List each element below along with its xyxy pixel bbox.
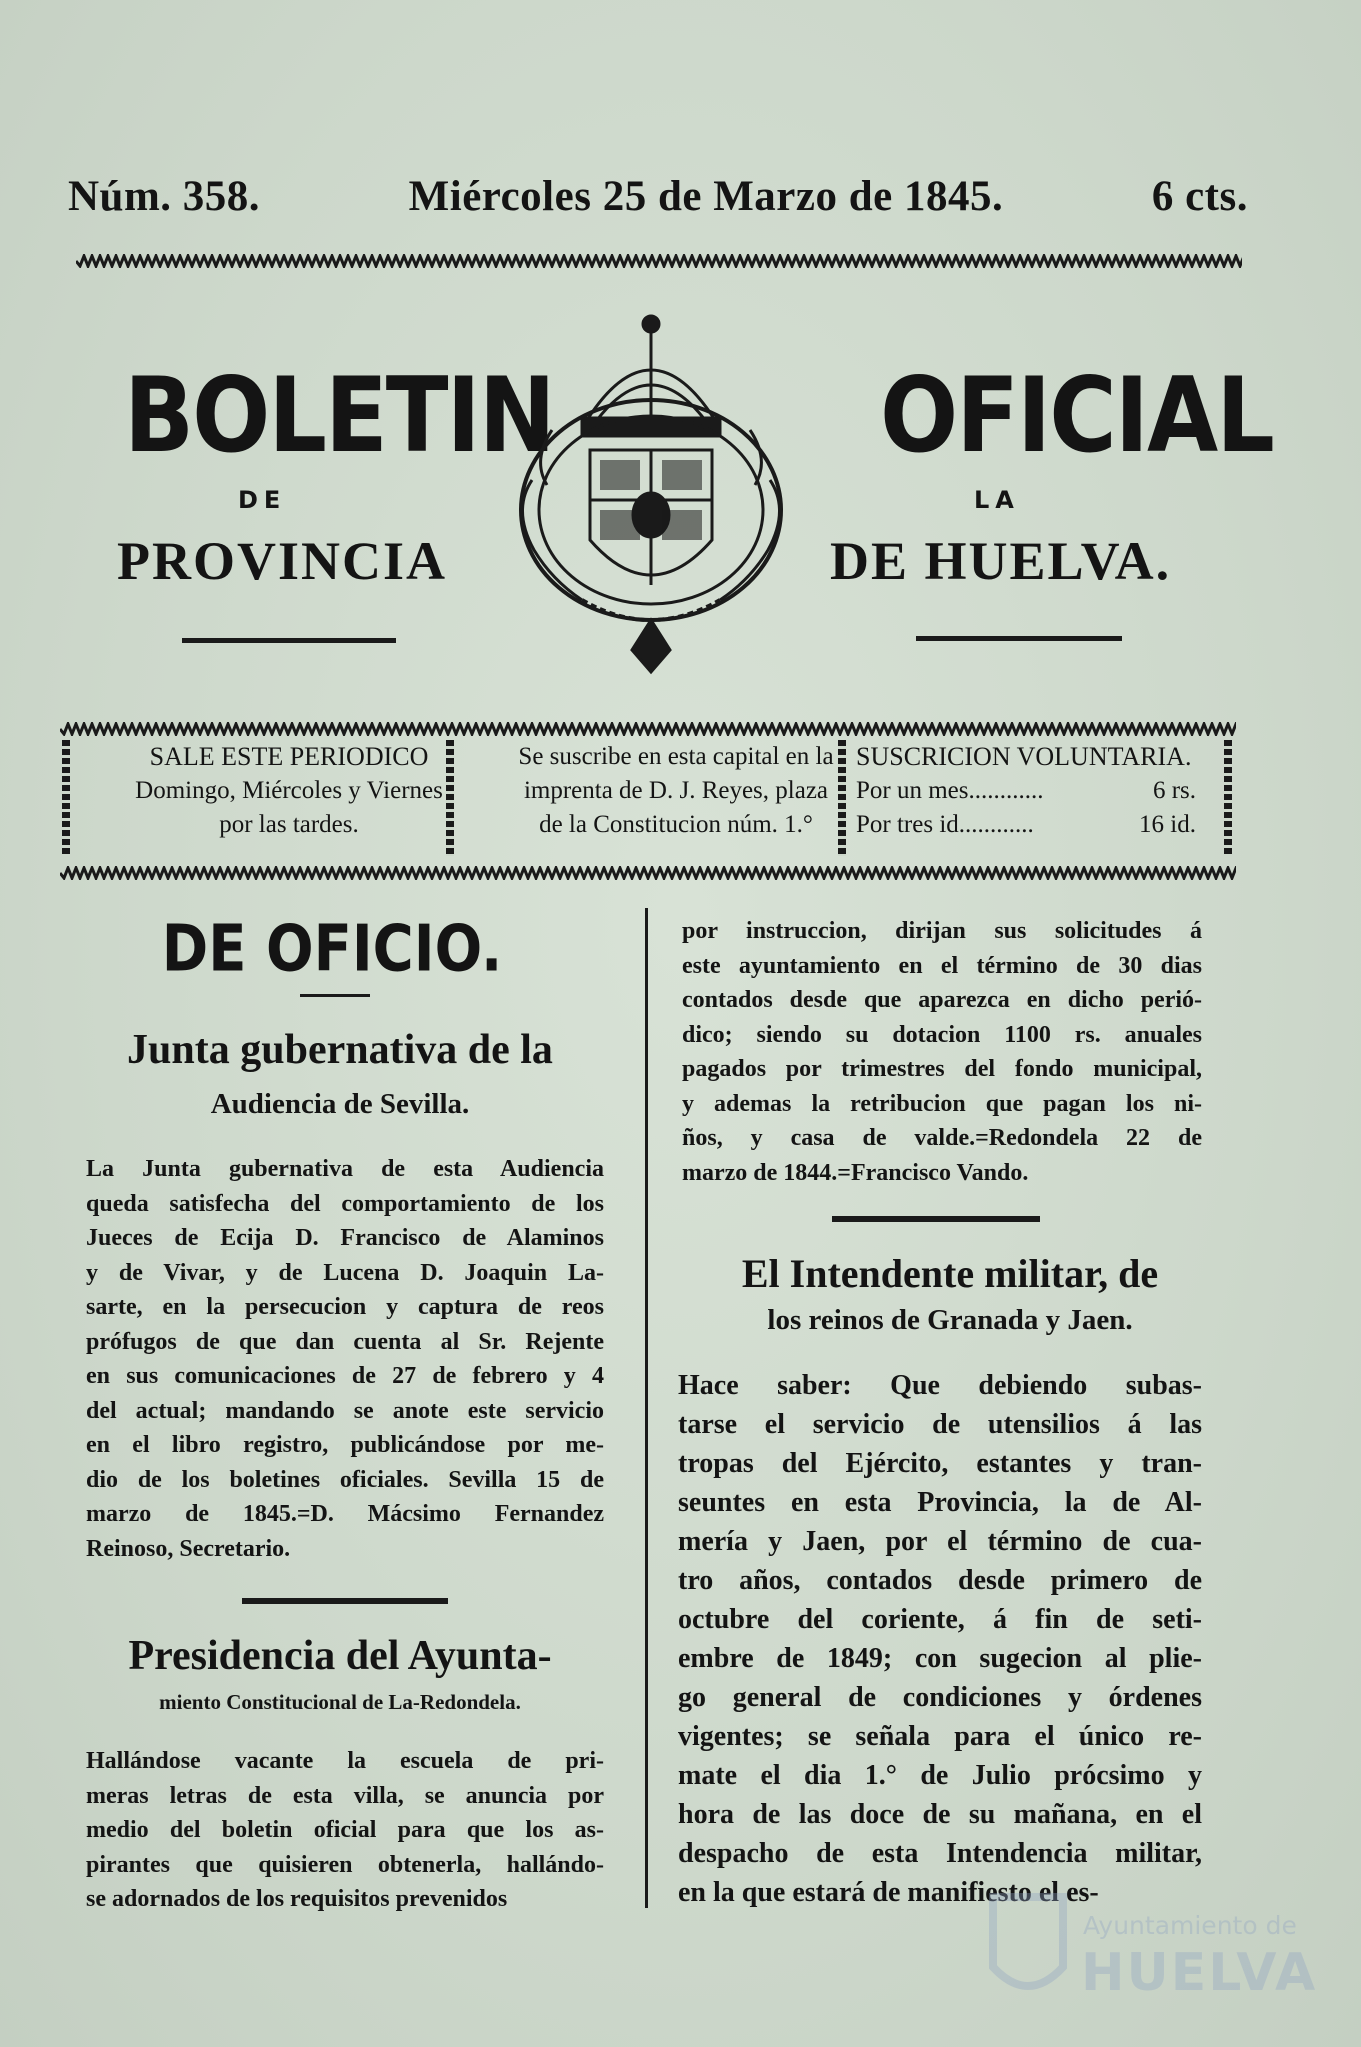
intendente-subtitle: los reinos de Granada y Jaen. [767, 1304, 1133, 1336]
info-bar-2 [446, 740, 454, 856]
junta-line: dio de los boletines oficiales. Sevilla 15 de [86, 1466, 604, 1493]
junta-end-rule [242, 1598, 448, 1604]
redondela-line: pagados por trimestres del fondo municipal, [682, 1056, 1202, 1082]
junta-line: y de Vivar, y de Lucena D. Joaquin La- [86, 1259, 604, 1286]
intendente-line: octubre del coriente, á fin de seti- [678, 1604, 1202, 1635]
info-bar-3 [838, 740, 846, 856]
issue-price: 6 cts. [1151, 173, 1248, 220]
presidencia-body [86, 1744, 604, 1917]
title-provincia: PROVINCIA [117, 531, 448, 591]
presidencia-line: meras letras de esta villa, se anuncia por [86, 1782, 604, 1809]
junta-line: Reinoso, Secretario. [86, 1535, 291, 1562]
price-three-value: 16 id. [1139, 811, 1196, 838]
intendente-line: tro años, contados desde primero de [678, 1565, 1202, 1596]
presidencia-title: Presidencia del Ayunta- [128, 1633, 552, 1679]
intendente-line: despacho de esta Intendencia militar, [678, 1838, 1202, 1869]
presidencia-line: se adornados de los requisitos prevenidos [86, 1886, 508, 1912]
redondela-line: dico; siendo su dotacion 1100 rs. anuales [682, 1021, 1202, 1048]
price-row-three [856, 808, 1196, 842]
junta-line: del actual; mandando se anote este servicio [86, 1397, 604, 1424]
junta-line: marzo de 1845.=D. Mácsimo Fernandez [86, 1501, 604, 1527]
intendente-line: go general de condiciones y órdenes [678, 1682, 1202, 1713]
price-row-month [856, 774, 1196, 808]
archive-watermark [983, 1887, 1318, 2007]
intendente-line: mate el dia 1.° de Julio prócsimo y [678, 1760, 1202, 1791]
redondela-line: este ayuntamiento en el término de 30 dias [682, 952, 1202, 979]
subscribe-line-3: de la Constitucion núm. 1.° [539, 811, 813, 838]
ornamental-rule-info-top [60, 722, 1236, 734]
junta-line: queda satisfecha del comportamiento de los [86, 1190, 604, 1217]
subscribe-line-2: imprenta de D. J. Reyes, plaza [523, 777, 829, 804]
junta-line: La Junta gubernativa de esta Audiencia [86, 1156, 604, 1182]
intendente-line: en la que estará de manifiesto el es- [678, 1877, 1099, 1908]
section-title-rule [300, 994, 370, 997]
redondela-line: marzo de 1844.=Francisco Vando. [682, 1159, 1029, 1186]
intendente-line: Hace saber: Que debiendo subas- [678, 1370, 1202, 1401]
redondela-line: contados desde que aparezca en dicho perió- [682, 987, 1202, 1013]
redondela-line: ños, y casa de valde.=Redondela 22 de [682, 1125, 1202, 1151]
intendente-line: mería y Jaen, por el término de cua- [678, 1526, 1202, 1557]
info-col-schedule [84, 740, 494, 842]
intendente-line: vigentes; se señala para el único re- [678, 1721, 1202, 1752]
subscription-info [60, 740, 1236, 860]
presidencia-subtitle: miento Constitucional de La-Redondela. [159, 1690, 521, 1714]
ornamental-rule-info-bottom [60, 866, 1236, 878]
intendente-line: tropas del Ejército, estantes y tran- [678, 1448, 1202, 1479]
price-month-label: Por un mes............ [856, 777, 1044, 804]
redondela-continuation [682, 914, 1202, 1190]
info-col-subscribe [462, 740, 890, 842]
redondela-end-rule [832, 1216, 1040, 1222]
junta-line: en sus comunicaciones de 27 de febrero y 4 [86, 1363, 604, 1389]
title-de-huelva: DE HUELVA. [830, 531, 1172, 591]
intendente-line: hora de las doce de su mañana, en el [678, 1799, 1202, 1830]
price-three-label: Por tres id............ [856, 811, 1034, 838]
junta-title: Junta gubernativa de la [127, 1027, 553, 1073]
junta-subtitle: Audiencia de Sevilla. [210, 1088, 470, 1120]
watermark-line-1: Ayuntamiento de [1083, 1911, 1297, 1940]
title-rule-right [916, 636, 1122, 641]
junta-line: Jueces de Ecija D. Francisco de Alaminos [86, 1225, 604, 1251]
ornamental-rule-top [76, 254, 1242, 266]
section-title: DE OFICIO. [161, 912, 503, 987]
prices-title: SUSCRICION VOLUNTARIA. [856, 742, 1192, 771]
presidencia-line: Hallándose vacante la escuela de pri- [86, 1748, 604, 1774]
coat-of-arms-icon [512, 310, 790, 676]
junta-line: prófugos de que dan cuenta al Sr. Rejente [86, 1328, 604, 1355]
title-oficial: OFICIAL [880, 356, 1273, 476]
intendente-line: tarse el servicio de utensilios á las [678, 1409, 1202, 1440]
intendente-title: El Intendente militar, de [741, 1251, 1159, 1296]
intendente-line: embre de 1849; con sugecion al plie- [678, 1643, 1202, 1674]
title-la: LA [974, 486, 1020, 514]
column-divider [645, 908, 648, 1908]
info-bar-4 [1224, 740, 1232, 856]
redondela-line: y ademas la retribucion que pagan los ni- [682, 1090, 1202, 1117]
schedule-days: Domingo, Miércoles y Viernes [135, 777, 443, 804]
issue-number: Núm. 358. [68, 173, 261, 220]
schedule-time: por las tardes. [219, 811, 359, 838]
issue-date: Miércoles 25 de Marzo de 1845. [408, 173, 1004, 220]
shield-icon [983, 1887, 1073, 2007]
masthead-line [68, 172, 1248, 222]
info-bar-1 [62, 740, 70, 856]
watermark-line-2: HUELVA [1081, 1943, 1318, 2003]
title-rule-left [182, 638, 396, 643]
junta-line: sarte, en la persecucion y captura de reos [86, 1294, 604, 1320]
info-col-prices [856, 740, 1216, 842]
intendente-body [678, 1366, 1202, 1912]
presidencia-line: medio del boletin oficial para que los as- [86, 1817, 604, 1843]
junta-body [86, 1152, 604, 1566]
price-month-value: 6 rs. [1152, 777, 1196, 804]
schedule-title: SALE ESTE PERIODICO [149, 742, 429, 771]
subscribe-line-1: Se suscribe en esta capital en la [518, 743, 834, 770]
title-de: DE [238, 486, 287, 514]
presidencia-line: pirantes que quisieren obtenerla, hallándo- [86, 1851, 604, 1878]
junta-line: en el libro registro, publicándose por me- [86, 1432, 604, 1458]
redondela-line: por instruccion, dirijan sus solicitudes á [682, 918, 1202, 944]
intendente-line: seuntes en esta Provincia, la de Al- [678, 1487, 1202, 1518]
title-boletin: BOLETIN [124, 356, 554, 476]
